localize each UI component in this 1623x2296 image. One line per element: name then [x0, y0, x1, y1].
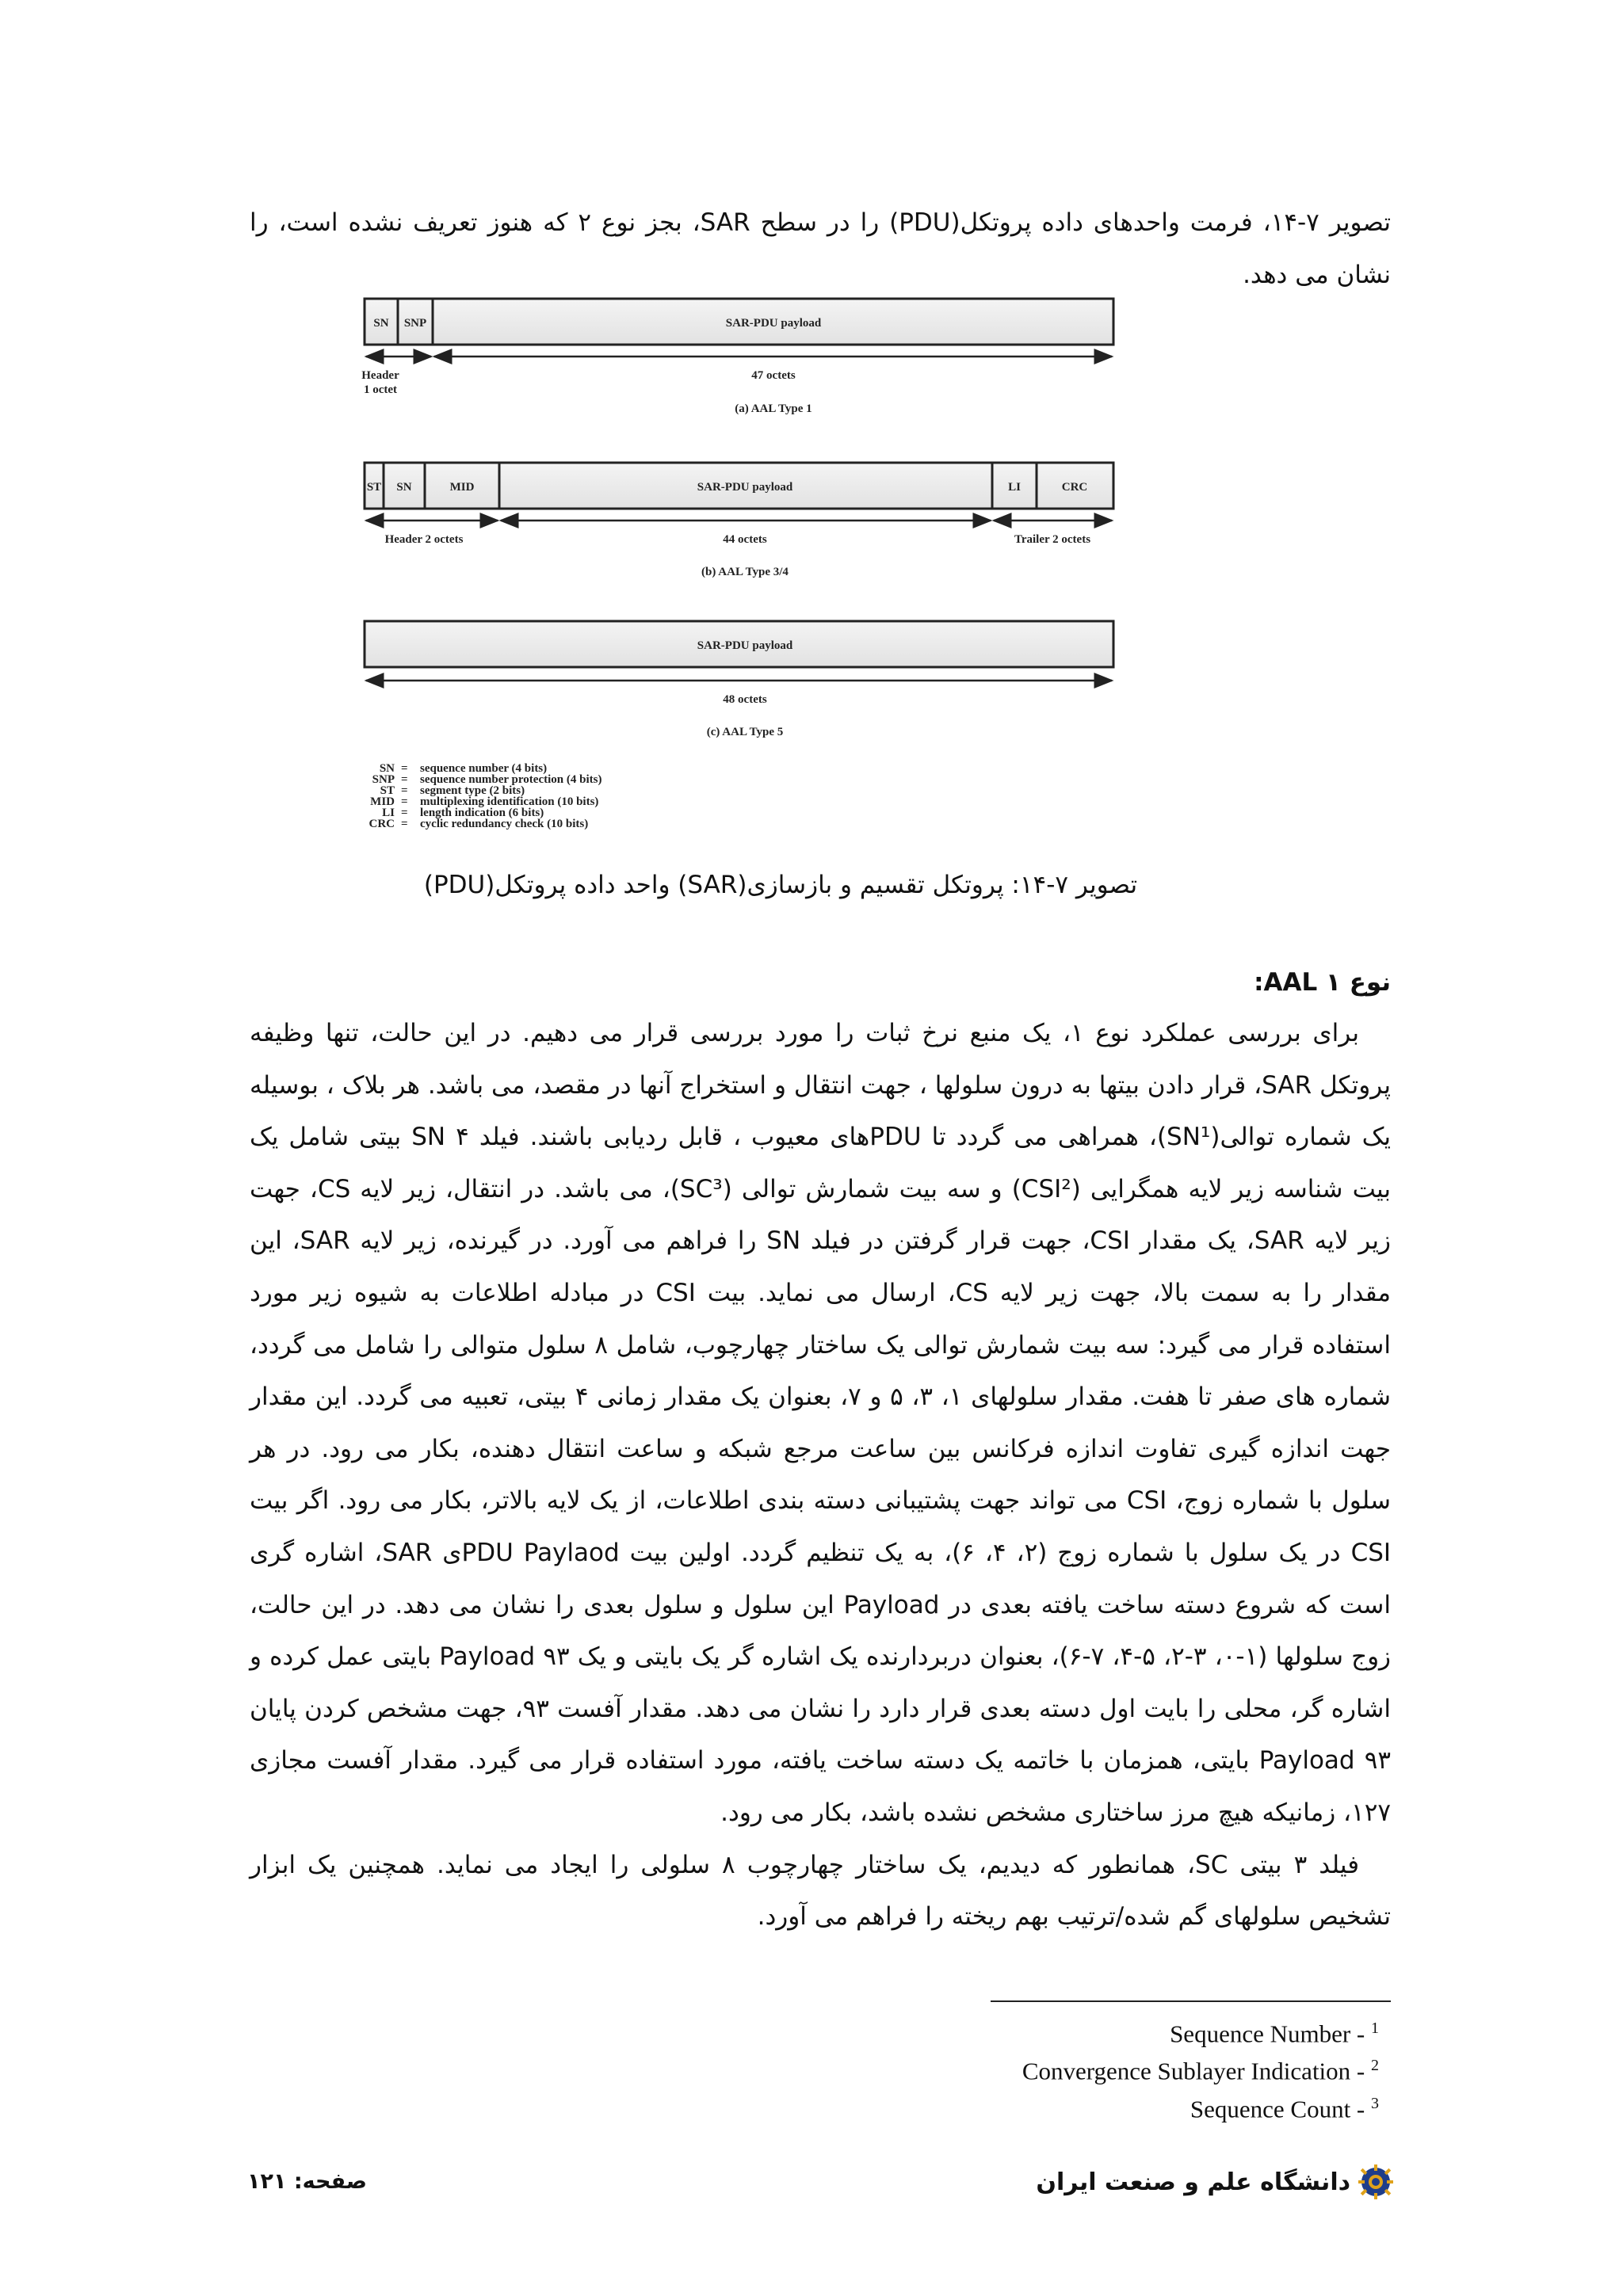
header-label: Header 2 octets	[384, 533, 464, 546]
legend-abbr: CRC	[369, 818, 395, 830]
field-mid: MID	[449, 481, 475, 494]
footnote-number: 3	[1371, 2094, 1379, 2112]
field-payload: SAR-PDU payload	[725, 317, 822, 330]
header-size-label: 1 octet	[363, 383, 398, 396]
field-li: LI	[1008, 481, 1021, 494]
legend-desc: sequence number protection (4 bits)	[420, 773, 602, 786]
footnote-separator	[991, 2000, 1391, 2002]
aal-type5-format	[365, 621, 1113, 738]
intro-text: تصویر ۷-۱۴، فرمت واحدهای داده پروتکل(PDU) را در سطح SAR، بجز نوع ۲ که هنوز تعریف نشده است، را نشان می دهد.	[250, 208, 1391, 289]
footnote-text: Convergence Sublayer Indication -	[1022, 2057, 1365, 2085]
field-sn: SN	[396, 481, 412, 494]
footnote	[872, 2050, 1379, 2087]
footnote	[872, 2088, 1379, 2125]
aal-type1-format	[361, 299, 1113, 415]
field-sn: SN	[373, 317, 389, 330]
field-snp: SNP	[403, 317, 427, 330]
footnote-text: Sequence Number -	[1170, 2019, 1365, 2048]
paragraph: فیلد ۳ بیتی SC، همانطور که دیدیم، یک ساختار چهارچوب ۸ سلولی را ایجاد می نماید. همچنین یک ابزار تشخیص سلولهای گم شده/ترتیب بهم ریخته را فراهم می آورد.	[250, 1850, 1391, 1932]
legend-desc: length indication (6 bits)	[420, 807, 544, 819]
legend-abbr: LI	[382, 807, 395, 819]
paragraph: برای بررسی عملکرد نوع ۱، یک منبع نرخ ثبات را مورد بررسی قرار می دهیم. در این حالت، تنها وظیفه پروتکل SAR، قرار دادن بیتها به درون سلولها ، جهت انتقال و استخراج آنها در مقصد، می باشد. هر بلاک ، بوسیله یک شماره توالی(SN¹)، همراهی می گردد تا PDUهای معیوب ، قابل ردیابی باشند. فیلد SN ۴ بیتی شامل یک بیت شناسه زیر لایه همگرایی (CSI²) و سه بیت شمارش توالی (SC³)، می باشد. در انتقال، زیر لایه CS، جهت زیر لایه SAR، یک مقدار CSI، جهت قرار گرفتن در فیلد SN را فراهم می آورد. در گیرنده، زیر لایه SAR، این مقدار را به سمت بالا، جهت زیر لایه CS، ارسال می نماید. بیت CSI در مبادله اطلاعات به شیوه زیر مورد استفاده قرار می گیرد: سه بیت شمارش توالی یک ساختار چهارچوب، شامل ۸ سلول متوالی را شامل می گردد، شماره های صفر تا هفت. مقدار سلولهای ۱، ۳، ۵ و ۷، بعنوان یک مقدار زمانی ۴ بیتی، تعبیه می گردد. این مقدار جهت اندازه گیری تفاوت اندازه فرکانس بین ساعت مرجع شبکه و ساعت انتقال دهنده، بکار می رود. در هر سلول با شماره زوج، CSI می تواند جهت پشتیبانی دسته بندی اطلاعات، از یک لایه بالاتر، بکار می رود. اگر بیت CSI در یک سلول با شماره زوج (۲، ۴، ۶)، به یک تنظیم گردد. اولین بیت PDU Paylaodی SAR، اشاره گری است که شروع دسته ساخت یافته بعدی در Payload این سلول و سلول بعدی را نشان می دهد. در این حالت، زوج سلولها (۱-۰، ۳-۲، ۵-۴، ۷-۶)، بعنوان دربردارنده یک اشاره گر یک بایتی و یک Payload ۹۳ بایتی عمل کرده و اشاره گر، محلی را بایت اول دسته بعدی قرار دارد را نشان می دهد. مقدار آفست ۹۳، جهت مشخص کردن پایان Payload ۹۳ بایتی، همزمان با خاتمه یک دسته ساخت یافته، مورد استفاده قرار می گیرد. مقدار آفست مجازی ۱۲۷، زمانیکه هیچ مرز ساختاری مشخص نشده باشد، بکار می رود.	[250, 1019, 1392, 1827]
legend-abbr: SNP	[372, 773, 395, 786]
field-payload: SAR-PDU payload	[697, 481, 793, 494]
footnote-number: 2	[1371, 2057, 1379, 2075]
trailer-label: Trailer 2 octets	[1014, 533, 1091, 546]
svg-text:=: =	[401, 784, 408, 797]
sar-pdu-figure	[349, 287, 1205, 861]
footnote	[872, 2012, 1379, 2050]
svg-text:=: =	[401, 807, 408, 819]
aal-type34-format	[365, 463, 1113, 578]
legend-abbr: MID	[370, 795, 395, 808]
footer-university	[1036, 2164, 1393, 2199]
svg-text:=: =	[401, 795, 408, 808]
type34-caption: (b) AAL Type 3/4	[701, 566, 789, 578]
type1-caption: (a) AAL Type 1	[735, 402, 812, 415]
field-st: ST	[366, 481, 382, 494]
legend-desc: multiplexing identification (10 bits)	[420, 795, 599, 808]
svg-text:=: =	[401, 773, 408, 786]
header-label: Header	[361, 369, 399, 382]
svg-text:=: =	[401, 762, 408, 775]
field-payload: SAR-PDU payload	[697, 639, 793, 652]
intro-paragraph	[250, 196, 1391, 301]
figure-caption: تصویر ۷-۱۴: پروتکل تقسیم و بازسازی(SAR) واحد داده پروتکل(PDU)	[423, 871, 1138, 899]
university-name: دانشگاه علم و صنعت ایران	[1036, 2168, 1350, 2196]
payload-size-label: 47 octets	[751, 369, 796, 382]
payload-size-label: 44 octets	[723, 533, 767, 546]
university-logo-icon	[1358, 2164, 1393, 2199]
body-text	[250, 1008, 1391, 1943]
footnote-number: 1	[1371, 2019, 1379, 2037]
legend-desc: cyclic redundancy check (10 bits)	[420, 818, 589, 830]
footnotes	[872, 2012, 1379, 2125]
sar-pdu-diagram	[349, 287, 1205, 861]
field-crc: CRC	[1061, 481, 1088, 494]
legend-abbr: ST	[380, 784, 395, 797]
svg-text:=: =	[401, 818, 408, 830]
legend-desc: sequence number (4 bits)	[420, 762, 548, 775]
legend-abbr: SN	[379, 762, 395, 775]
page-number: صفحه: ۱۲۱	[247, 2169, 368, 2194]
type5-caption: (c) AAL Type 5	[706, 726, 784, 738]
payload-size-label: 48 octets	[723, 693, 767, 706]
footnote-text: Sequence Count -	[1190, 2094, 1365, 2122]
abbreviation-legend	[369, 762, 602, 830]
legend-desc: segment type (2 bits)	[420, 784, 525, 797]
section-heading: نوع ۱ AAL:	[1254, 968, 1391, 997]
